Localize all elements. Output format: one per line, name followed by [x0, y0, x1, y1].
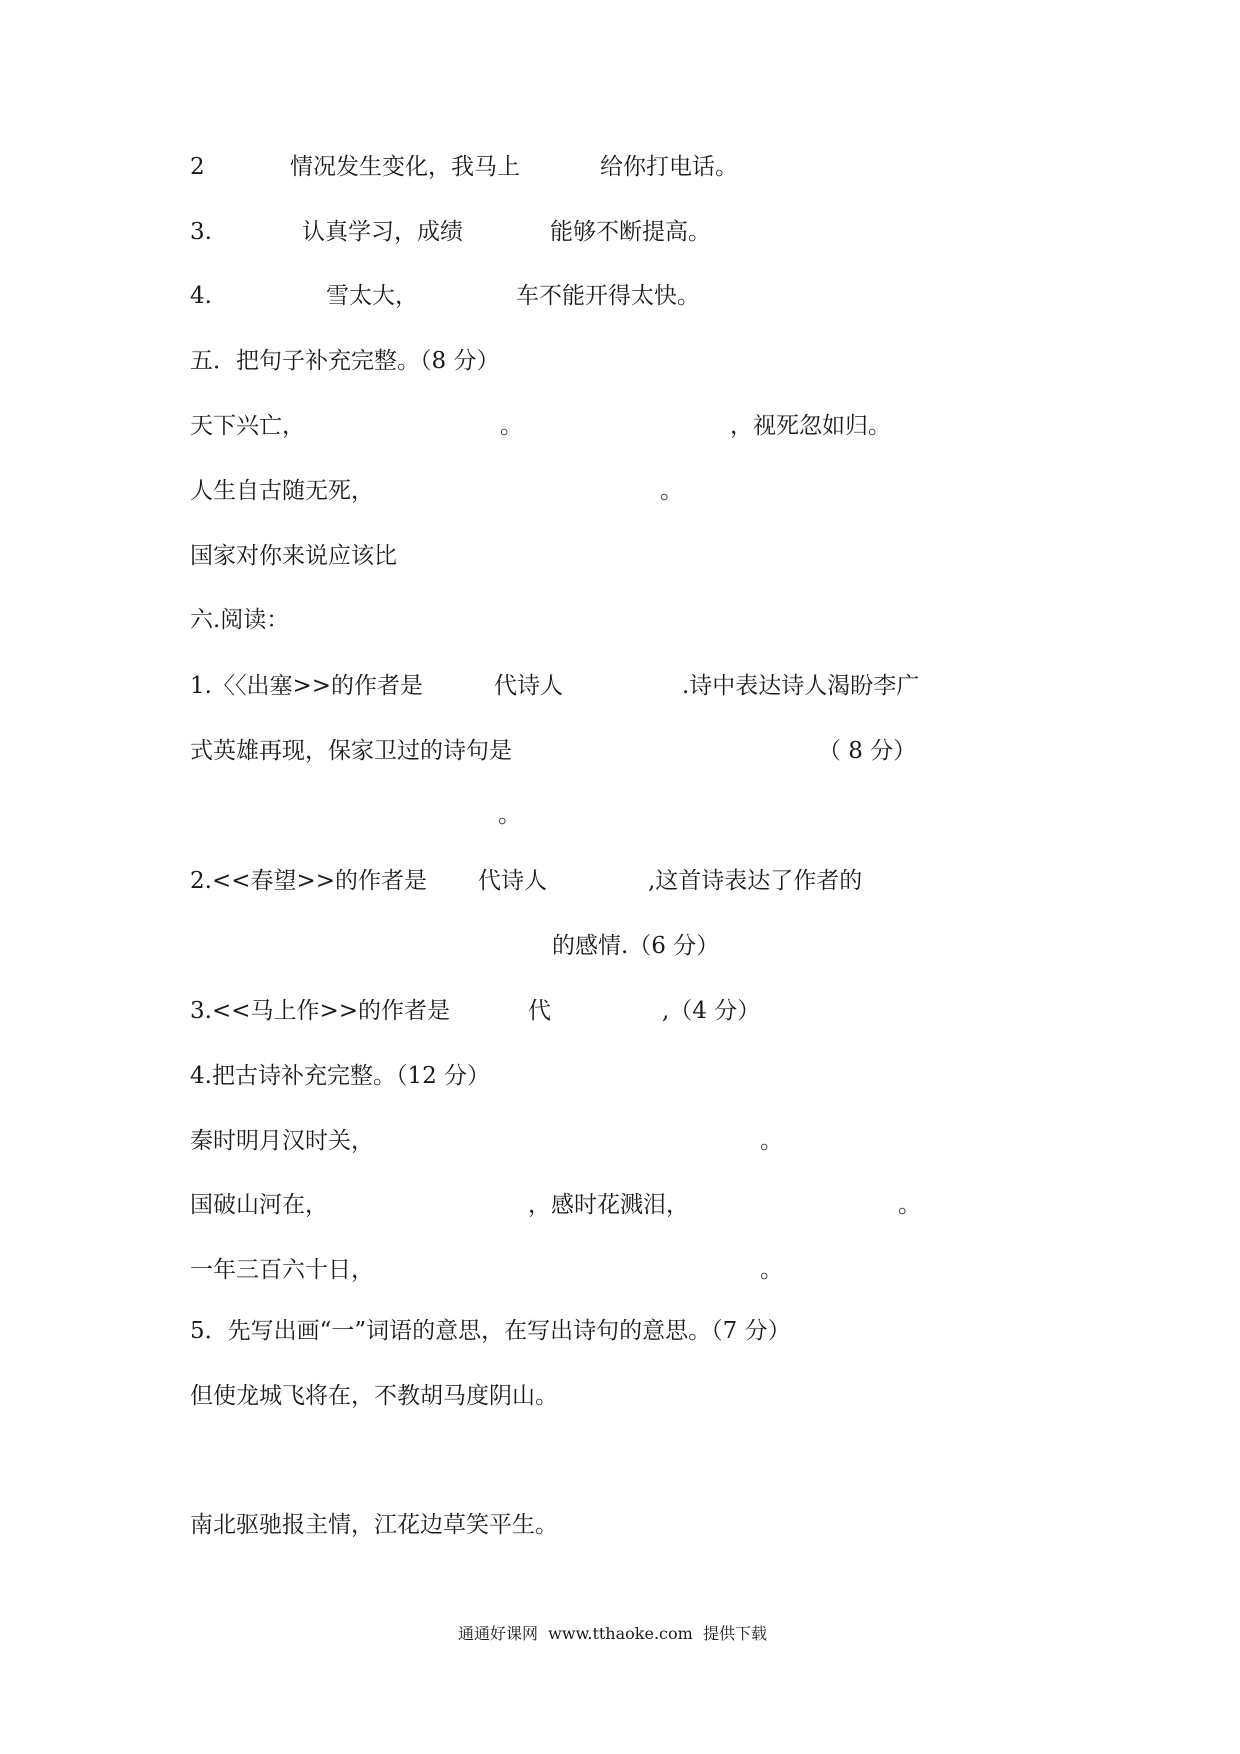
text-segment: 。 [660, 478, 683, 504]
text-segment: 的感情.（6 分） [552, 933, 720, 959]
text-segment: 3.<<马上作>>的作者是 [190, 998, 451, 1024]
text-segment: ,（4 分） [662, 998, 761, 1024]
text-segment: 六.阅读： [190, 607, 290, 633]
text-segment: 。 [898, 1192, 921, 1218]
text-segment: 代 [528, 998, 551, 1024]
text-segment: （ 8 分） [818, 738, 917, 764]
text-segment: 。 [760, 1257, 783, 1283]
text-segment: 4. [190, 283, 212, 309]
text-segment: 国破山河在， [190, 1192, 328, 1218]
text-segment: ,这首诗表达了作者的 [648, 868, 863, 894]
text-segment: 但使龙城飞将在，不教胡马度阴山。 [190, 1383, 558, 1409]
text-segment: 情况发生变化，我马上 [290, 154, 520, 180]
text-segment: 天下兴亡， [190, 413, 305, 439]
text-segment: 认真学习，成绩 [302, 219, 463, 245]
text-segment: 代诗人 [494, 673, 563, 699]
text-segment: 2 [190, 154, 205, 180]
text-segment: .诗中表达诗人渴盼李广 [682, 673, 920, 699]
text-segment: ，感时花溅泪， [528, 1192, 689, 1218]
text-segment: 。 [500, 413, 523, 439]
text-segment: 国家对你来说应该比 [190, 543, 397, 569]
page-footer: 通通好课网 www.tthaoke.com 提供下载 [458, 1624, 767, 1643]
text-segment: 南北驱驰报主情，江花边草笑平生。 [190, 1512, 558, 1538]
text-segment: 五．把句子补充完整。（8 分） [190, 348, 500, 374]
text-segment: 3. [190, 219, 212, 245]
text-segment: 5．先写出画“一”词语的意思，在写出诗句的意思。（7 分） [190, 1318, 791, 1344]
text-segment: 1.〈〈出塞>>的作者是 [190, 673, 423, 699]
text-segment: 代诗人 [478, 868, 547, 894]
text-segment: 。 [760, 1128, 783, 1154]
text-segment: 4.把古诗补充完整。（12 分） [190, 1063, 491, 1089]
text-segment: 一年三百六十日， [190, 1257, 374, 1283]
text-segment: 给你打电话。 [600, 154, 738, 180]
text-segment: 人生自古随无死， [190, 478, 374, 504]
text-segment: 雪太大， [326, 283, 418, 309]
text-segment: ，视死忽如归。 [730, 413, 891, 439]
text-segment: 车不能开得太快。 [516, 283, 700, 309]
text-segment: 。 [498, 802, 521, 828]
text-segment: 能够不断提高。 [550, 219, 711, 245]
text-segment: 2.<<春望>>的作者是 [190, 868, 428, 894]
text-segment: 式英雄再现，保家卫过的诗句是 [190, 738, 512, 764]
text-segment: 秦时明月汉时关， [190, 1128, 374, 1154]
